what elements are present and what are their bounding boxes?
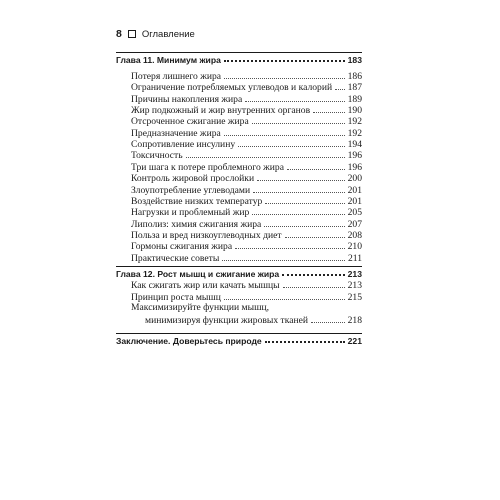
entry-title: Жир подкожный и жир внутренних органов (131, 105, 311, 117)
chapter-title: Глава 12. Рост мышц и сжигание жира (116, 269, 280, 279)
entry-page: 201 (347, 184, 362, 196)
square-bullet-icon (128, 30, 136, 38)
dot-leader (265, 341, 345, 343)
toc-entry (131, 251, 362, 264)
dot-leader (224, 135, 345, 136)
dot-leader (285, 237, 345, 238)
entry-page: 201 (347, 195, 362, 207)
dot-leader (313, 112, 345, 113)
toc-conclusion (116, 333, 362, 346)
entry-page: 213 (347, 280, 362, 291)
entry-page: 189 (347, 93, 362, 105)
entry-page: 215 (347, 291, 362, 303)
dot-leader (224, 60, 345, 62)
entry-title: Отсроченное сжигание жира (131, 116, 249, 128)
entry-page: 194 (347, 139, 362, 151)
entry-title: Нагрузки и проблемный жир (131, 207, 250, 219)
entry-title: Принцип роста мышц (131, 291, 221, 303)
entry-page: 207 (347, 218, 362, 230)
toc-entry-line1 (131, 300, 362, 313)
entry-title-line1: Максимизируйте функции мышц, (131, 302, 269, 313)
conclusion-page: 221 (347, 336, 362, 346)
entry-page: 190 (347, 105, 362, 117)
dot-leader (335, 89, 345, 90)
entry-page: 186 (347, 71, 362, 82)
chapter-title: Глава 11. Минимум жира (116, 55, 221, 65)
entry-page: 187 (347, 82, 362, 94)
entry-title: Липолиз: химия сжигания жира (131, 218, 262, 230)
dot-leader (252, 123, 345, 124)
entry-title: Предназначение жира (131, 127, 221, 139)
entry-page: 200 (347, 173, 362, 185)
entry-title: Ограничение потребляемых углеводов и калорий (131, 82, 333, 94)
entry-page: 208 (347, 229, 362, 241)
dot-leader (311, 322, 345, 323)
entry-title: Три шага к потере проблемного жира (131, 161, 284, 173)
entry-page: 210 (347, 241, 362, 253)
page-number: 8 (116, 28, 122, 40)
dot-leader (238, 146, 344, 147)
dot-leader (282, 274, 345, 276)
entry-page: 196 (347, 150, 362, 162)
conclusion-title: Заключение. Доверьтесь природе (116, 336, 262, 346)
entry-title: Причины накопления жира (131, 93, 243, 105)
dot-leader (252, 214, 344, 215)
dot-leader (224, 78, 345, 79)
entry-page: 211 (347, 252, 362, 264)
entry-title: Потеря лишнего жира (131, 71, 222, 82)
entry-title: Как сжигать жир или качать мышцы (131, 280, 280, 291)
toc-entry (145, 313, 362, 326)
entry-title: Практические советы (131, 252, 220, 264)
entry-page: 205 (347, 207, 362, 219)
entry-page: 192 (347, 127, 362, 139)
dot-leader (253, 192, 345, 193)
entry-page: 218 (347, 315, 362, 326)
page-header (116, 27, 195, 41)
chapter-page: 183 (347, 55, 362, 65)
dot-leader (245, 101, 344, 102)
section-title: Оглавление (141, 28, 195, 40)
dot-leader (222, 260, 345, 261)
toc-chapter-11 (116, 52, 362, 65)
chapter-page: 213 (347, 269, 362, 279)
entry-title: Сопротивление инсулину (131, 139, 236, 151)
dot-leader (283, 287, 345, 288)
entry-page: 196 (347, 161, 362, 173)
entry-title: Польза и вред низкоуглеводных диет (131, 229, 282, 241)
dot-leader (235, 248, 345, 249)
dot-leader (264, 226, 344, 227)
dot-leader (257, 180, 345, 181)
entry-title-line2: минимизируя функции жировых тканей (145, 315, 309, 326)
entry-title: Гормоны сжигания жира (131, 241, 233, 253)
entry-title: Воздействие низких температур (131, 195, 263, 207)
entry-title: Контроль жировой прослойки (131, 173, 255, 185)
entry-title: Злоупотребление углеводами (131, 184, 251, 196)
dot-leader (287, 169, 345, 170)
dot-leader (186, 157, 345, 158)
entry-page: 192 (347, 116, 362, 128)
dot-leader (265, 203, 344, 204)
entry-title: Токсичность (131, 150, 183, 162)
